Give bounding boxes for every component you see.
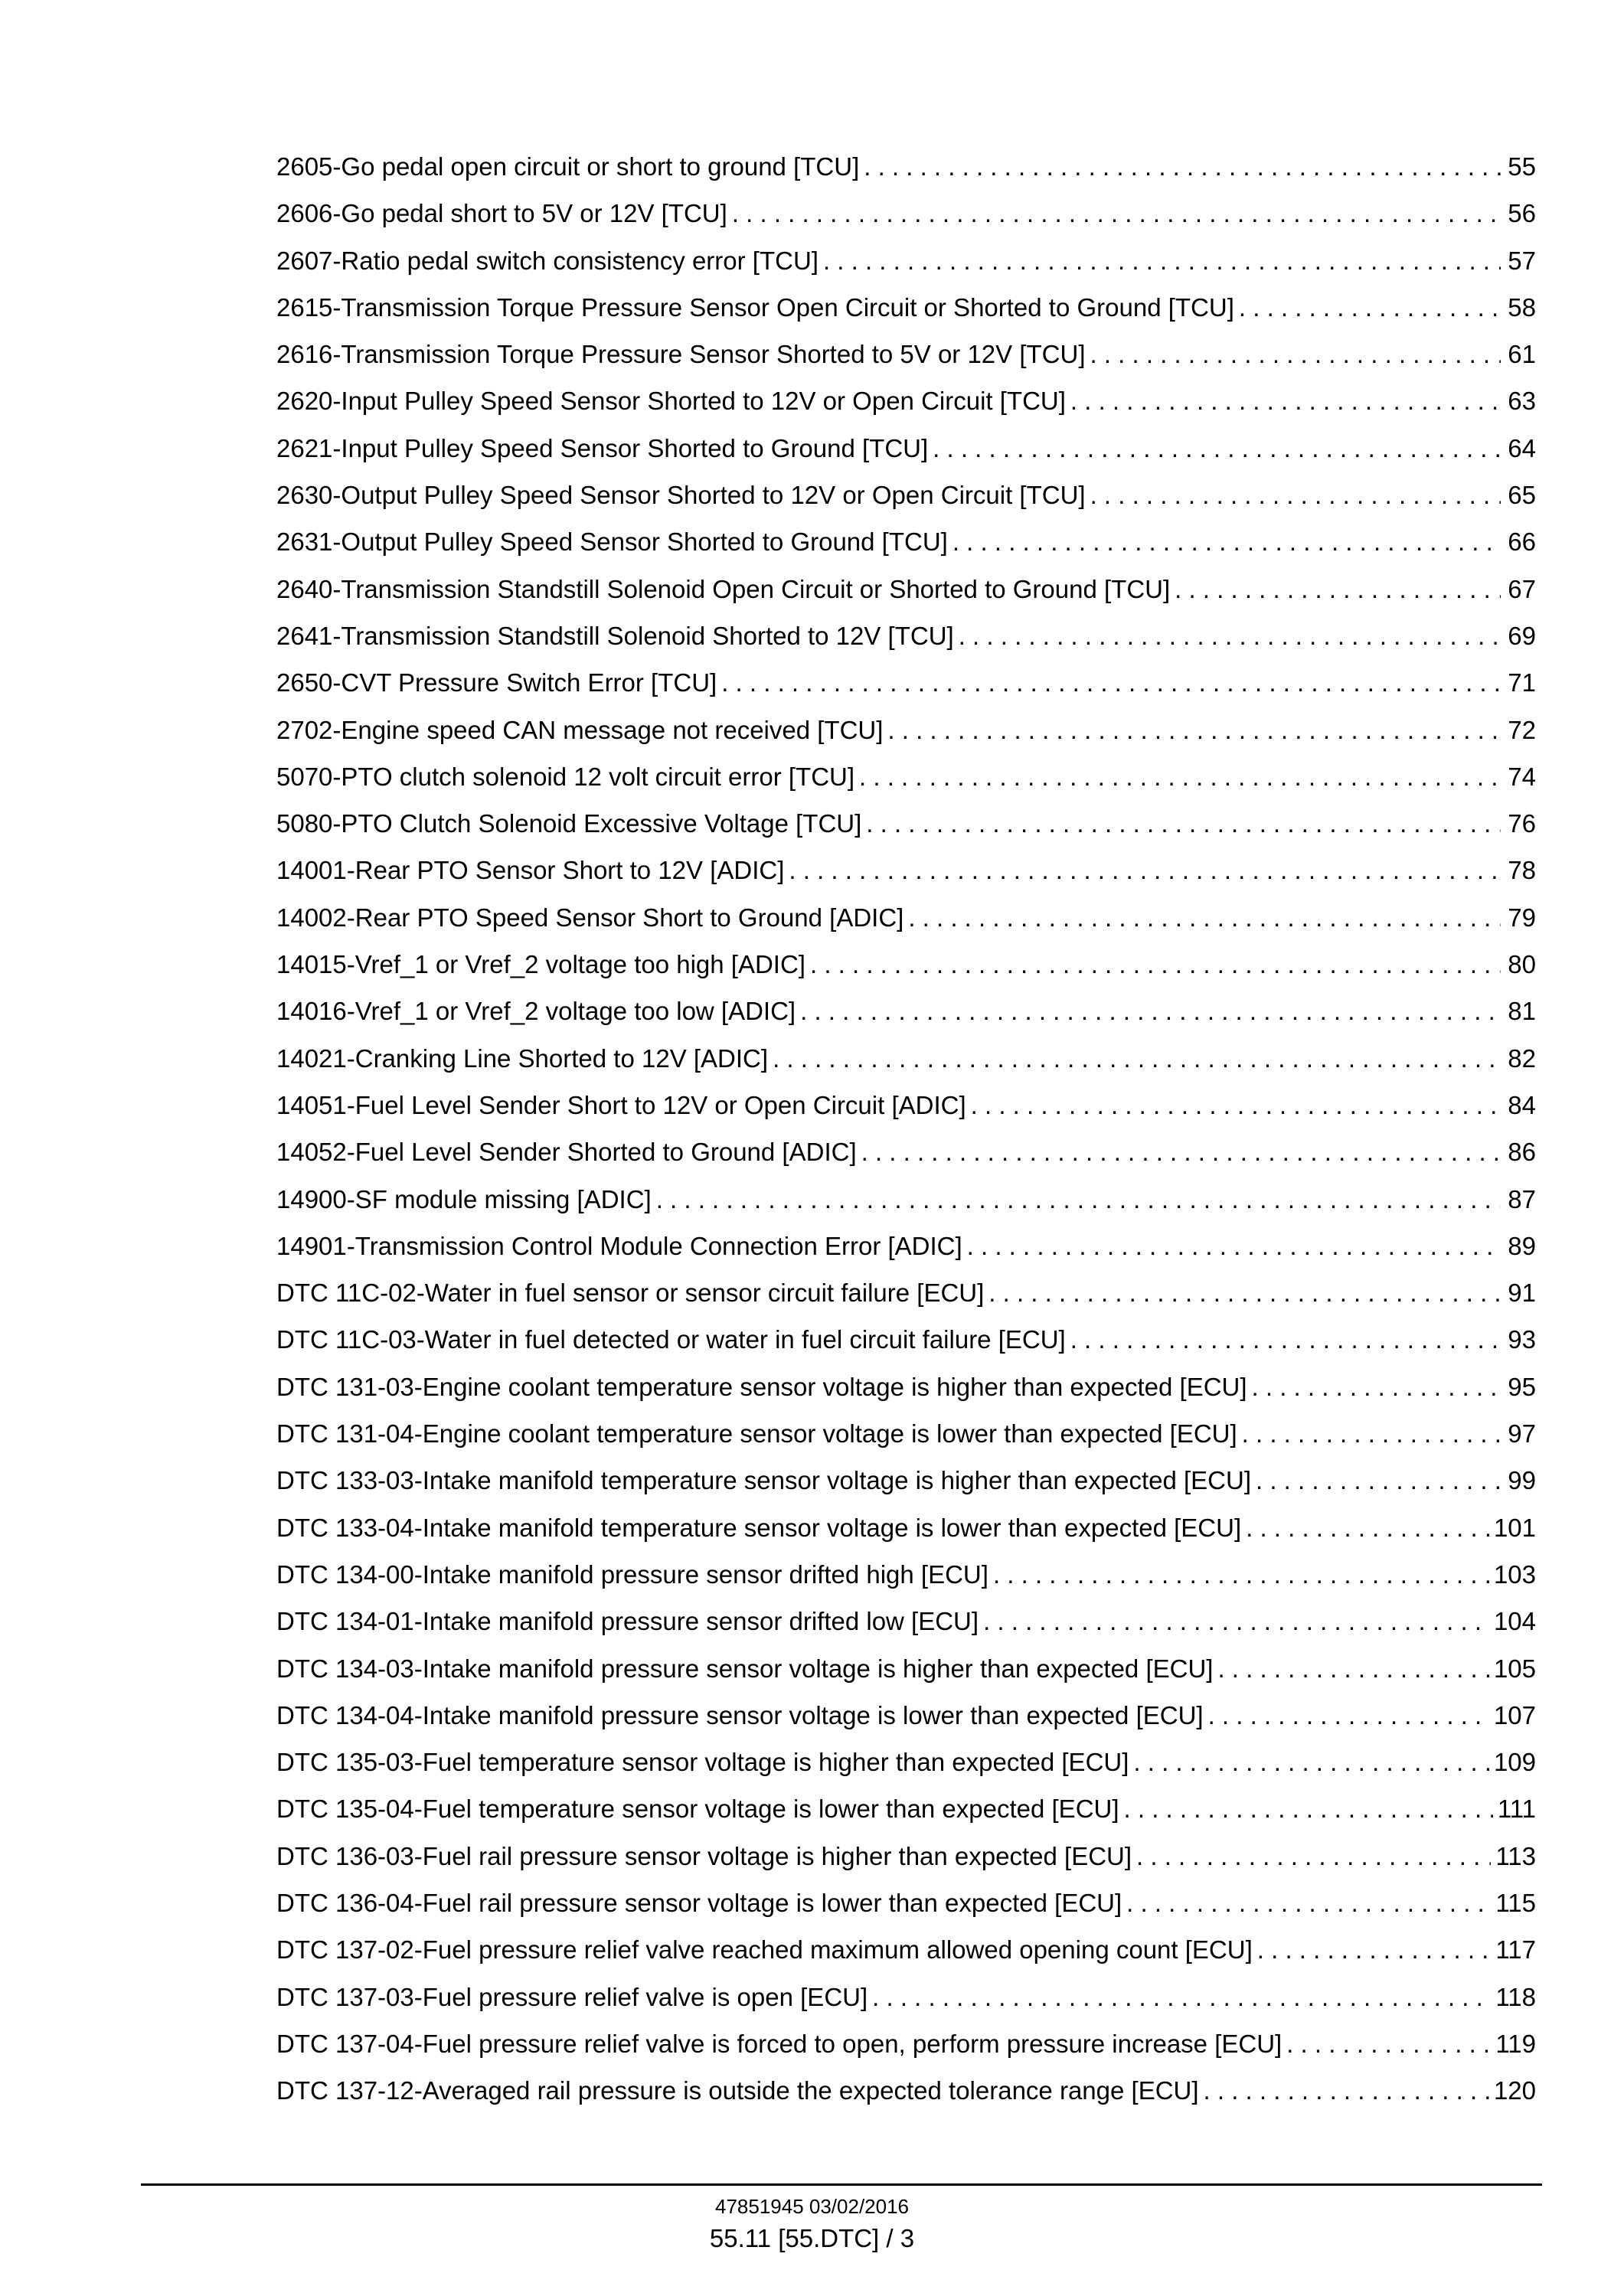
toc-entry-title: DTC 133-03-Intake manifold temperature sensor voltage is higher than expected [ECU] xyxy=(276,1466,1251,1495)
dot-leader xyxy=(810,948,1501,981)
toc-entry[interactable] xyxy=(276,1089,1536,1135)
toc-entry-page-number: 99 xyxy=(1508,1466,1536,1495)
toc-entry-title: 2606-Go pedal short to 5V or 12V [TCU] xyxy=(276,199,727,228)
dot-leader xyxy=(732,197,1501,230)
toc-entry[interactable] xyxy=(276,1042,1536,1089)
dot-leader xyxy=(971,1089,1501,1122)
toc-entry[interactable] xyxy=(276,1699,1536,1746)
toc-entry-title: DTC 134-00-Intake manifold pressure sensor drifted high [ECU] xyxy=(276,1560,988,1589)
toc-entry-title: DTC 137-04-Fuel pressure relief valve is forced to open, perform pressure increase [ECU] xyxy=(276,2029,1283,2058)
toc-entry-title: DTC 131-04-Engine coolant temperature sensor voltage is lower than expected [ECU] xyxy=(276,1419,1237,1448)
toc-entry-title: 2630-Output Pulley Speed Sensor Shorted to 12V or Open Circuit [TCU] xyxy=(276,481,1086,510)
toc-entry[interactable] xyxy=(276,994,1536,1041)
toc-entry-page-number: 103 xyxy=(1493,1560,1536,1589)
toc-entry[interactable] xyxy=(276,1886,1536,1933)
toc-entry-title: DTC 11C-03-Water in fuel detected or water in fuel circuit failure [ECU] xyxy=(276,1325,1066,1354)
dot-leader xyxy=(908,901,1501,935)
toc-entry[interactable] xyxy=(276,1417,1536,1464)
dot-leader xyxy=(1090,478,1501,512)
toc-entry-title: 2616-Transmission Torque Pressure Sensor Shorted to 5V or 12V [TCU] xyxy=(276,340,1086,369)
toc-entry-page-number: 55 xyxy=(1508,152,1536,181)
dot-leader xyxy=(1252,1370,1501,1404)
toc-entry[interactable] xyxy=(276,2027,1536,2074)
toc-entry-page-number: 76 xyxy=(1508,809,1536,838)
toc-entry[interactable] xyxy=(276,1183,1536,1230)
toc-entry-page-number: 89 xyxy=(1508,1231,1536,1260)
toc-entry-page-number: 87 xyxy=(1508,1184,1536,1213)
toc-entry-title: DTC 133-04-Intake manifold temperature sensor voltage is lower than expected [ECU] xyxy=(276,1513,1242,1542)
toc-entry-page-number: 109 xyxy=(1493,1748,1536,1777)
toc-entry[interactable] xyxy=(276,1276,1536,1323)
toc-entry[interactable] xyxy=(276,760,1536,807)
footer-document-id: 47851945 03/02/2016 xyxy=(714,2195,910,2218)
table-of-contents xyxy=(276,150,1536,2121)
dot-leader xyxy=(800,994,1501,1028)
dot-leader xyxy=(789,854,1501,887)
dot-leader xyxy=(967,1230,1501,1263)
toc-entry-page-number: 56 xyxy=(1508,199,1536,228)
dot-leader xyxy=(859,760,1501,794)
toc-entry-page-number: 101 xyxy=(1493,1513,1536,1542)
toc-entry-title: DTC 136-04-Fuel rail pressure sensor voltage is lower than expected [ECU] xyxy=(276,1888,1122,1917)
toc-entry-page-number: 86 xyxy=(1508,1138,1536,1167)
toc-entry[interactable] xyxy=(276,948,1536,994)
toc-entry[interactable] xyxy=(276,478,1536,525)
toc-entry[interactable] xyxy=(276,1370,1536,1417)
toc-entry-page-number: 72 xyxy=(1508,715,1536,744)
dot-leader xyxy=(933,432,1501,465)
toc-entry-page-number: 105 xyxy=(1493,1654,1536,1683)
dot-leader xyxy=(1286,2027,1491,2061)
dot-leader xyxy=(656,1183,1501,1217)
dot-leader xyxy=(1136,1840,1491,1873)
dot-leader xyxy=(1239,291,1501,325)
dot-leader xyxy=(1256,1464,1501,1497)
toc-entry-page-number: 67 xyxy=(1508,574,1536,603)
toc-entry-title: DTC 135-04-Fuel temperature sensor voltage is lower than expected [ECU] xyxy=(276,1795,1119,1824)
dot-leader xyxy=(959,619,1501,653)
dot-leader xyxy=(887,714,1501,747)
toc-entry-page-number: 80 xyxy=(1508,950,1536,979)
footer-page-reference: 55.11 [55.DTC] / 3 xyxy=(709,2224,915,2252)
toc-entry-page-number: 84 xyxy=(1508,1090,1536,1119)
toc-entry-title: 14051-Fuel Level Sender Short to 12V or Open Circuit [ADIC] xyxy=(276,1090,966,1119)
toc-entry[interactable] xyxy=(276,666,1536,713)
toc-entry-title: DTC 135-03-Fuel temperature sensor voltage is higher than expected [ECU] xyxy=(276,1748,1129,1777)
dot-leader xyxy=(773,1042,1501,1076)
toc-entry-page-number: 118 xyxy=(1495,1982,1536,2011)
toc-entry-title: 2640-Transmission Standstill Solenoid Open Circuit or Shorted to Ground [TCU] xyxy=(276,574,1171,603)
toc-entry-page-number: 58 xyxy=(1508,292,1536,322)
toc-entry-title: DTC 11C-02-Water in fuel sensor or sensor circuit failure [ECU] xyxy=(276,1279,985,1308)
toc-entry-title: 14900-SF module missing [ADIC] xyxy=(276,1184,652,1213)
toc-entry[interactable] xyxy=(276,291,1536,338)
toc-entry-page-number: 97 xyxy=(1508,1419,1536,1448)
dot-leader xyxy=(1208,1699,1489,1733)
toc-entry-page-number: 65 xyxy=(1508,481,1536,510)
dot-leader xyxy=(1126,1886,1491,1920)
toc-entry-page-number: 69 xyxy=(1508,621,1536,650)
toc-entry-title: 14021-Cranking Line Shorted to 12V [ADIC] xyxy=(276,1043,769,1073)
toc-entry-page-number: 111 xyxy=(1497,1795,1536,1824)
toc-entry-title: 2631-Output Pulley Speed Sensor Shorted to Ground [TCU] xyxy=(276,527,948,557)
toc-entry-title: 5080-PTO Clutch Solenoid Excessive Voltage [TCU] xyxy=(276,809,862,838)
toc-entry-title: 5070-PTO clutch solenoid 12 volt circuit error [TCU] xyxy=(276,762,855,791)
toc-entry[interactable] xyxy=(276,2074,1536,2121)
dot-leader xyxy=(983,1605,1489,1638)
toc-entry[interactable] xyxy=(276,1464,1536,1511)
toc-entry[interactable] xyxy=(276,573,1536,619)
dot-leader xyxy=(993,1558,1489,1592)
dot-leader xyxy=(1124,1792,1493,1826)
dot-leader xyxy=(721,666,1501,700)
toc-entry-title: DTC 137-12-Averaged rail pressure is outside the expected tolerance range [ECU] xyxy=(276,2076,1199,2105)
toc-entry[interactable] xyxy=(276,1605,1536,1651)
dot-leader xyxy=(1217,1652,1488,1686)
toc-entry[interactable] xyxy=(276,807,1536,854)
toc-entry-page-number: 61 xyxy=(1508,340,1536,369)
footer-divider xyxy=(141,2183,1542,2186)
toc-entry-title: DTC 136-03-Fuel rail pressure sensor voltage is higher than expected [ECU] xyxy=(276,1841,1132,1870)
dot-leader xyxy=(861,1135,1501,1169)
toc-entry[interactable] xyxy=(276,1558,1536,1605)
toc-entry-title: 14001-Rear PTO Sensor Short to 12V [ADIC] xyxy=(276,856,785,885)
toc-entry[interactable] xyxy=(276,197,1536,243)
toc-entry-title: DTC 137-03-Fuel pressure relief valve is open [ECU] xyxy=(276,1982,868,2011)
toc-entry[interactable] xyxy=(276,1840,1536,1886)
toc-entry[interactable] xyxy=(276,1981,1536,2027)
toc-entry-title: 2605-Go pedal open circuit or short to ground [TCU] xyxy=(276,152,860,181)
dot-leader xyxy=(1090,338,1501,371)
toc-entry-title: 14052-Fuel Level Sender Shorted to Ground [ADIC] xyxy=(276,1138,857,1167)
toc-entry-title: DTC 131-03-Engine coolant temperature sensor voltage is higher than expected [ECU] xyxy=(276,1372,1247,1401)
toc-entry-page-number: 93 xyxy=(1508,1325,1536,1354)
dot-leader xyxy=(864,150,1501,184)
toc-entry-title: 14015-Vref_1 or Vref_2 voltage too high [ADIC] xyxy=(276,950,805,979)
toc-entry-page-number: 66 xyxy=(1508,527,1536,557)
toc-entry-page-number: 120 xyxy=(1493,2076,1536,2105)
toc-entry-title: DTC 134-04-Intake manifold pressure sensor voltage is lower than expected [ECU] xyxy=(276,1700,1204,1729)
toc-entry-page-number: 64 xyxy=(1508,433,1536,462)
dot-leader xyxy=(1204,2074,1489,2108)
toc-entry[interactable] xyxy=(276,384,1536,431)
toc-entry[interactable] xyxy=(276,1511,1536,1558)
dot-leader xyxy=(1070,384,1501,418)
toc-entry-title: 14016-Vref_1 or Vref_2 voltage too low [ADIC] xyxy=(276,997,796,1026)
toc-entry-page-number: 74 xyxy=(1508,762,1536,791)
dot-leader xyxy=(1133,1746,1489,1779)
toc-entry-page-number: 91 xyxy=(1508,1279,1536,1308)
dot-leader xyxy=(823,244,1501,278)
dot-leader xyxy=(1175,573,1501,606)
dot-leader xyxy=(1246,1511,1489,1545)
toc-entry[interactable] xyxy=(276,1323,1536,1370)
toc-entry-title: 2621-Input Pulley Speed Sensor Shorted to Ground [TCU] xyxy=(276,433,929,462)
toc-entry[interactable] xyxy=(276,1746,1536,1792)
toc-entry[interactable] xyxy=(276,525,1536,572)
toc-entry-title: 2641-Transmission Standstill Solenoid Shorted to 12V [TCU] xyxy=(276,621,954,650)
toc-entry[interactable] xyxy=(276,619,1536,666)
toc-entry-page-number: 63 xyxy=(1508,387,1536,416)
dot-leader xyxy=(866,807,1501,841)
toc-entry[interactable] xyxy=(276,714,1536,760)
toc-entry-title: 14901-Transmission Control Module Connection Error [ADIC] xyxy=(276,1231,962,1260)
toc-entry-title: 14002-Rear PTO Speed Sensor Short to Ground [ADIC] xyxy=(276,903,904,932)
toc-entry-title: 2620-Input Pulley Speed Sensor Shorted to 12V or Open Circuit [TCU] xyxy=(276,387,1066,416)
toc-entry-title: DTC 137-02-Fuel pressure relief valve reached maximum allowed opening count [ECU] xyxy=(276,1935,1253,1965)
toc-entry-page-number: 117 xyxy=(1495,1935,1536,1965)
toc-entry-page-number: 79 xyxy=(1508,903,1536,932)
toc-entry-title: DTC 134-03-Intake manifold pressure sensor voltage is higher than expected [ECU] xyxy=(276,1654,1214,1683)
toc-entry[interactable] xyxy=(276,1792,1536,1839)
toc-entry-page-number: 57 xyxy=(1508,246,1536,275)
dot-leader xyxy=(988,1276,1501,1310)
toc-entry-page-number: 82 xyxy=(1508,1043,1536,1073)
toc-entry[interactable] xyxy=(276,338,1536,384)
toc-entry-page-number: 115 xyxy=(1495,1888,1536,1917)
toc-entry-page-number: 81 xyxy=(1508,997,1536,1026)
toc-entry[interactable] xyxy=(276,150,1536,197)
toc-entry[interactable] xyxy=(276,901,1536,948)
toc-entry[interactable] xyxy=(276,432,1536,478)
dot-leader xyxy=(1257,1933,1492,1967)
toc-entry-page-number: 107 xyxy=(1493,1700,1536,1729)
toc-entry-title: 2615-Transmission Torque Pressure Sensor Open Circuit or Shorted to Ground [TCU] xyxy=(276,292,1234,322)
toc-entry-page-number: 119 xyxy=(1495,2029,1536,2058)
toc-entry[interactable] xyxy=(276,1652,1536,1699)
toc-entry[interactable] xyxy=(276,1135,1536,1182)
toc-entry-page-number: 113 xyxy=(1495,1841,1536,1870)
dot-leader xyxy=(1070,1323,1501,1357)
dot-leader xyxy=(1242,1417,1501,1451)
dot-leader xyxy=(872,1981,1491,2014)
toc-entry-title: DTC 134-01-Intake manifold pressure sensor drifted low [ECU] xyxy=(276,1607,979,1636)
toc-entry-title: 2702-Engine speed CAN message not received [TCU] xyxy=(276,715,884,744)
toc-entry[interactable] xyxy=(276,1230,1536,1276)
toc-entry-page-number: 104 xyxy=(1493,1607,1536,1636)
toc-entry-title: 2650-CVT Pressure Switch Error [TCU] xyxy=(276,668,717,697)
toc-entry-title: 2607-Ratio pedal switch consistency error [TCU] xyxy=(276,246,819,275)
toc-entry[interactable] xyxy=(276,1933,1536,1980)
toc-entry[interactable] xyxy=(276,244,1536,291)
dot-leader xyxy=(953,525,1501,559)
toc-entry-page-number: 71 xyxy=(1508,668,1536,697)
toc-entry-page-number: 95 xyxy=(1508,1372,1536,1401)
toc-entry-page-number: 78 xyxy=(1508,856,1536,885)
toc-entry[interactable] xyxy=(276,854,1536,900)
